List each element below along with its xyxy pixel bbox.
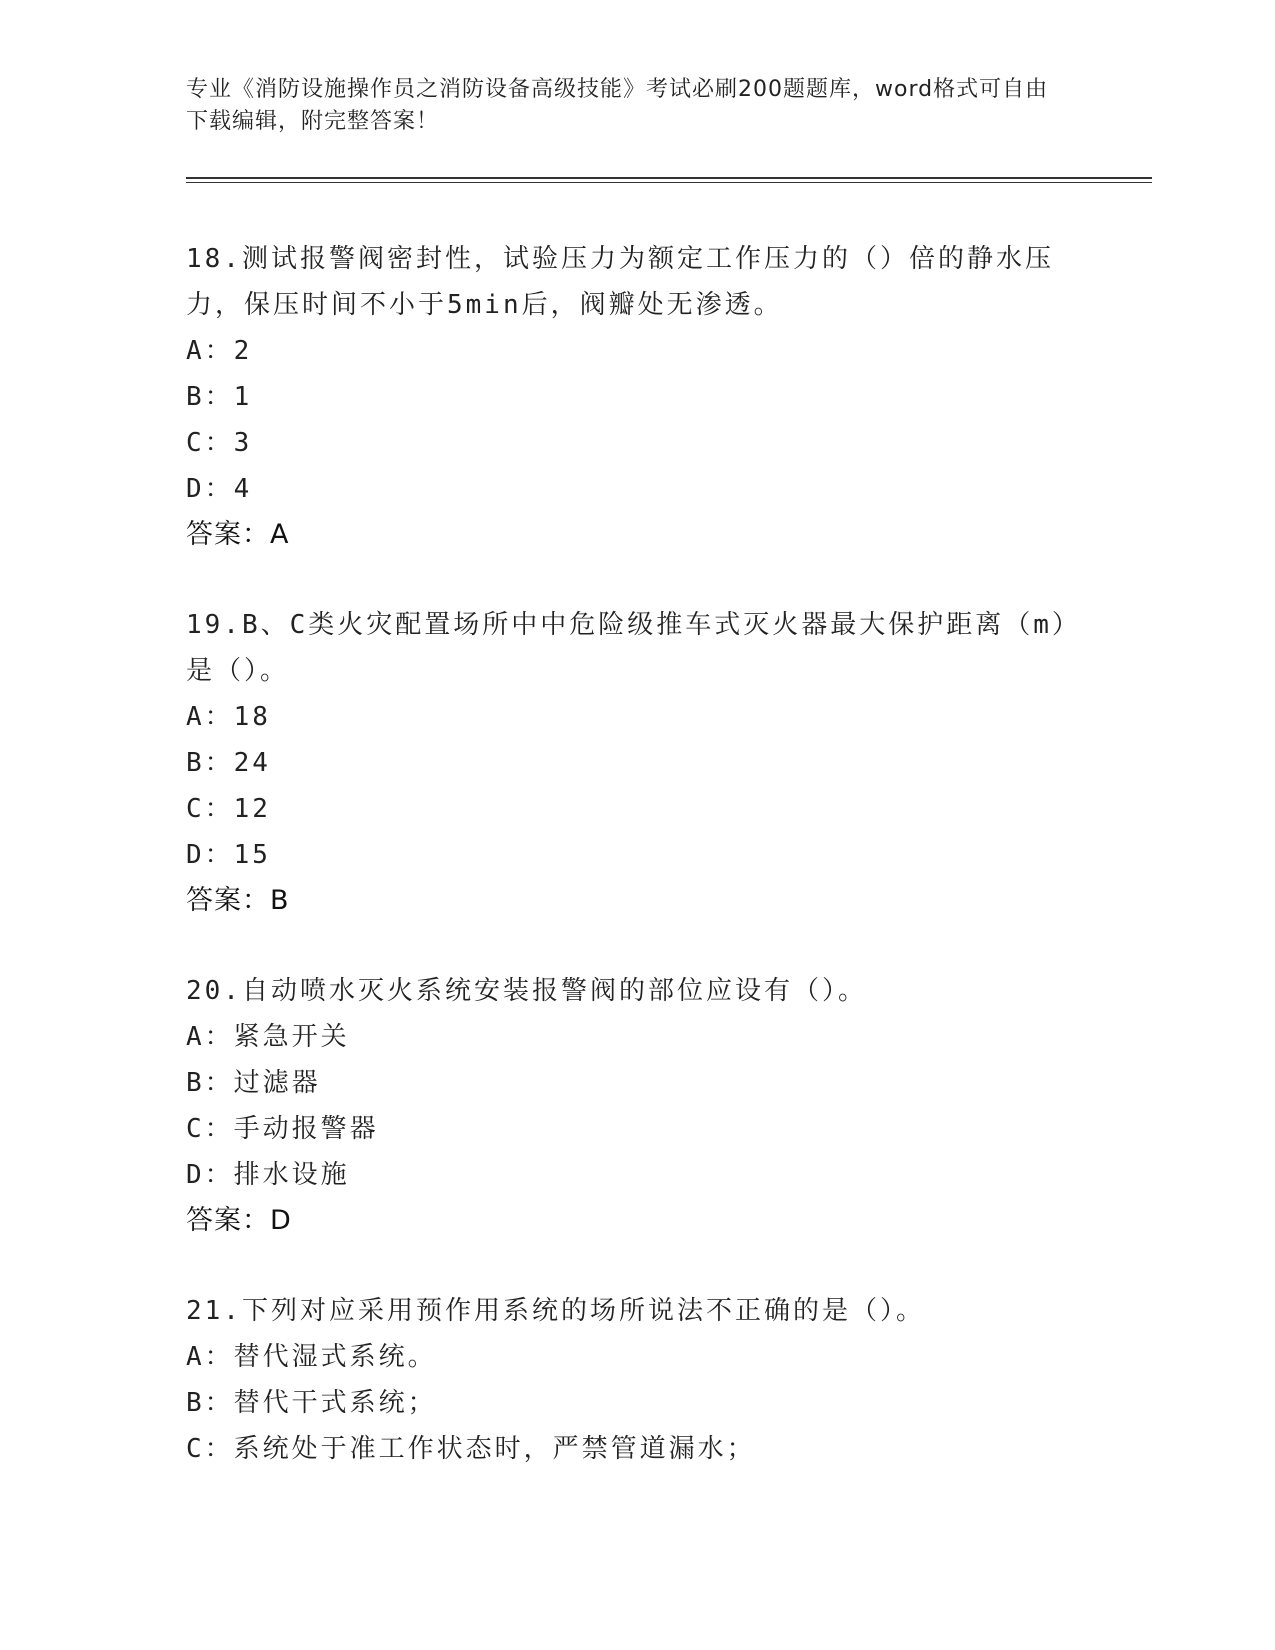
document-header: 专业《消防设施操作员之消防设备高级技能》考试必刷200题题库，word格式可自由下载编辑，附完整答案！ [186,77,1049,134]
option-a: A：2 [186,336,253,366]
option-b: B：替代干式系统； [186,1388,437,1418]
option-d: D：4 [186,474,253,504]
question-18 [186,236,1086,558]
question-list [186,236,1086,1516]
option-b: B：1 [186,382,253,412]
option-b: B：过滤器 [186,1068,321,1098]
answer: 答案：A [186,519,290,550]
option-b: B：24 [186,748,271,778]
option-d: D：15 [186,840,271,870]
question-stem: 20.自动喷水灭火系统安装报警阀的部位应设有（）。 [186,976,867,1006]
option-d: D：排水设施 [186,1160,350,1190]
header-divider-bottom [186,182,1152,183]
option-c: C：12 [186,794,271,824]
option-c: C：手动报警器 [186,1114,379,1144]
answer: 答案：B [186,885,290,916]
question-stem: 19.B、C类火灾配置场所中中危险级推车式灭火器最大保护距离（m）是（）。 [186,610,1081,686]
question-21 [186,1288,1086,1472]
option-c: C：系统处于准工作状态时，严禁管道漏水； [186,1434,756,1464]
question-stem: 21.下列对应采用预作用系统的场所说法不正确的是（）。 [186,1296,925,1326]
question-20 [186,968,1086,1244]
option-c: C：3 [186,428,253,458]
question-19 [186,602,1086,924]
option-a: A：紧急开关 [186,1022,350,1052]
option-a: A：18 [186,702,271,732]
option-a: A：替代湿式系统。 [186,1342,437,1372]
header-divider-top [186,177,1152,179]
question-stem: 18.测试报警阀密封性，试验压力为额定工作压力的（）倍的静水压力，保压时间不小于5min后，阀瓣处无渗透。 [186,244,1054,320]
answer: 答案：D [186,1205,292,1236]
